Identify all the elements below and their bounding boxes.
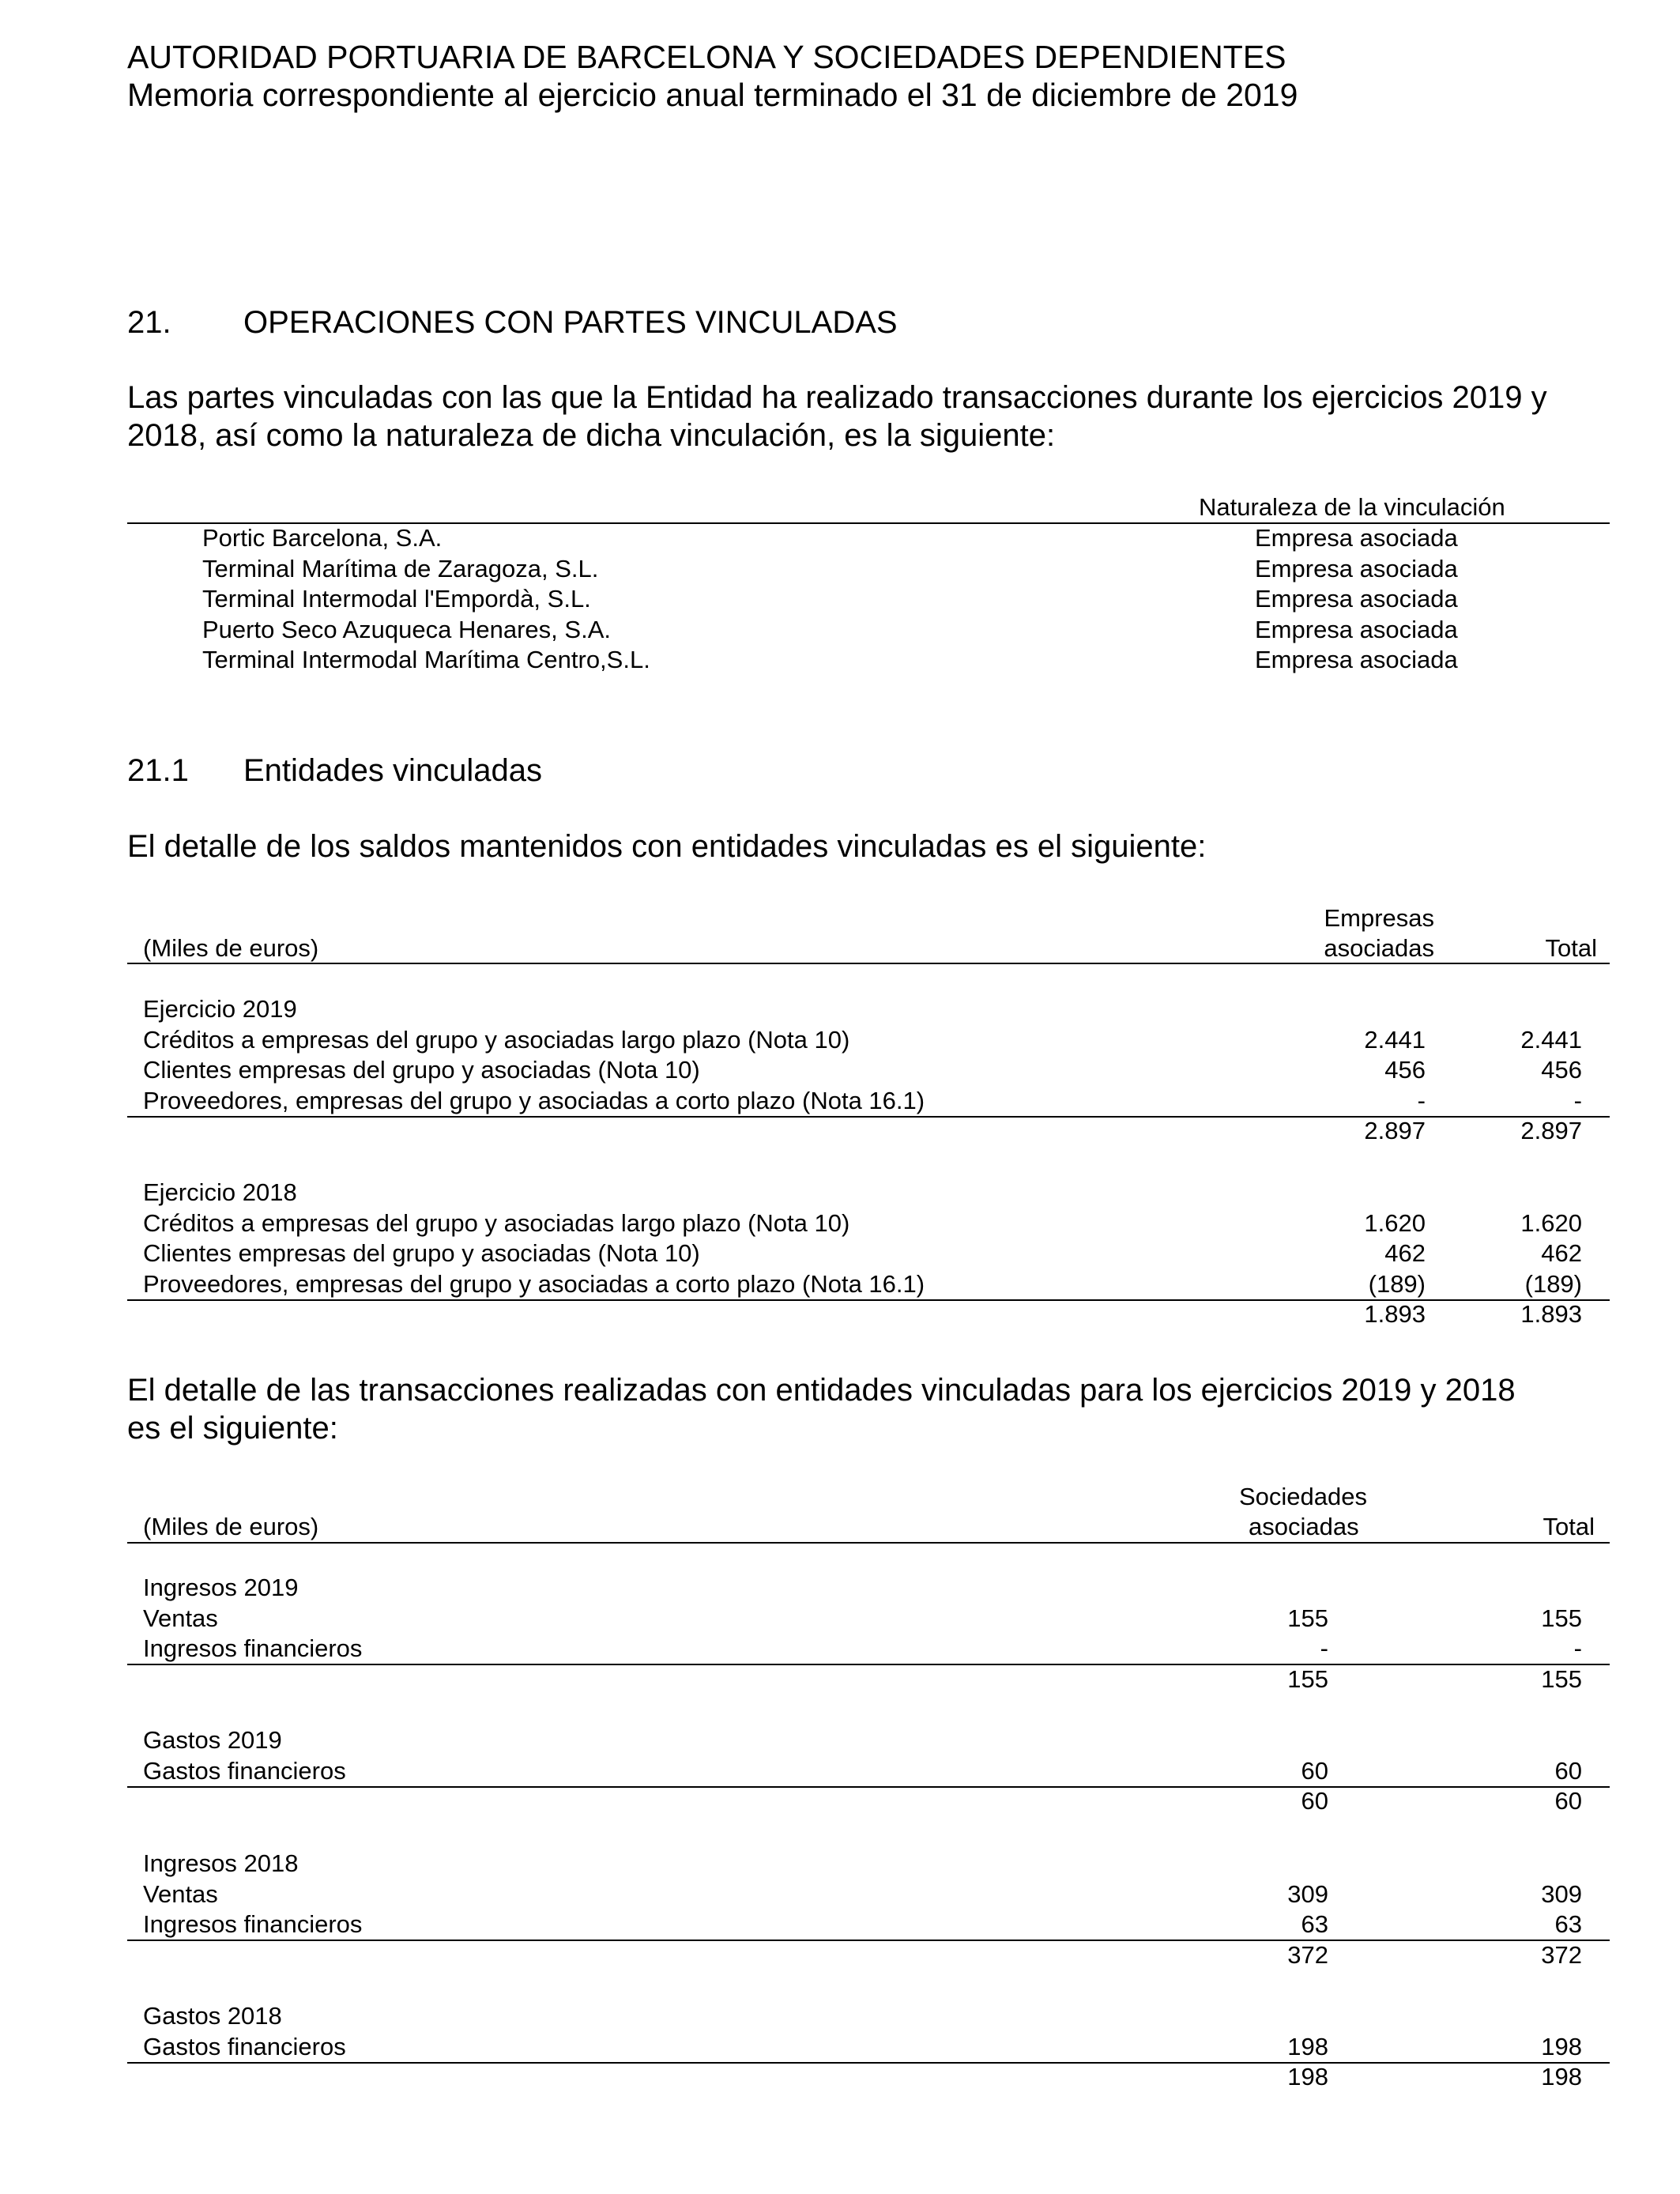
transactions-group-title: Gastos 2019 [143, 1726, 282, 1754]
party-name: Puerto Seco Azuqueca Henares, S.A. [202, 615, 611, 643]
balances-row-value-total: - [1573, 1086, 1582, 1114]
document-header-subtitle: Memoria correspondiente al ejercicio anual terminado el 31 de diciembre de 2019 [127, 77, 1298, 113]
transactions-subtotal-rule [127, 2062, 1610, 2064]
transactions-row-value-total: 60 [1554, 1756, 1582, 1785]
balances-subtotal-total: 2.897 [1520, 1117, 1582, 1144]
transactions-subtotal-total: 372 [1541, 1940, 1582, 1969]
document-header-title: AUTORIDAD PORTUARIA DE BARCELONA Y SOCIEDADES DEPENDIENTES [127, 39, 1286, 75]
party-name: Terminal Intermodal Marítima Centro,S.L. [202, 646, 650, 673]
party-nature: Empresa asociada [1255, 524, 1458, 552]
balances-row-label: Proveedores, empresas del grupo y asociadas a corto plazo (Nota 16.1) [143, 1086, 925, 1114]
transactions-subtotal-associates: 372 [1287, 1940, 1328, 1969]
transactions-group-title: Ingresos 2018 [143, 1849, 299, 1877]
party-nature: Empresa asociada [1255, 615, 1458, 643]
transactions-col2-header: Total [1543, 1513, 1595, 1540]
balances-col1-header-line2: asociadas [1324, 934, 1434, 962]
balances-subtotal-associates: 2.897 [1364, 1117, 1426, 1144]
transactions-row-value-associates: 198 [1287, 2032, 1328, 2060]
transactions-group-title: Ingresos 2019 [143, 1574, 299, 1601]
balances-subtotal-associates: 1.893 [1364, 1300, 1426, 1328]
balances-unit-label: (Miles de euros) [143, 934, 319, 962]
balances-row-label: Créditos a empresas del grupo y asociadas largo plazo (Nota 10) [143, 1208, 850, 1237]
transactions-row-label: Ventas [143, 1604, 218, 1632]
party-name: Terminal Intermodal l'Empordà, S.L. [202, 585, 591, 613]
transactions-row-label: Gastos financieros [143, 2032, 346, 2060]
balances-row-label: Clientes empresas del grupo y asociadas (Nota 10) [143, 1239, 700, 1267]
transactions-intro-line-1: El detalle de las transacciones realizadas con entidades vinculadas para los ejercicios 2019 y 2018 [127, 1373, 1516, 1408]
transactions-subtotal-associates: 198 [1287, 2063, 1328, 2090]
balances-subtotal-total: 1.893 [1520, 1300, 1582, 1328]
balances-row-value-total: 2.441 [1520, 1025, 1582, 1054]
balances-group-title: Ejercicio 2019 [143, 995, 297, 1023]
transactions-row-label: Ingresos financieros [143, 1634, 363, 1662]
balances-row-value-total: (189) [1524, 1269, 1582, 1298]
balances-intro: El detalle de los saldos mantenidos con entidades vinculadas es el siguiente: [127, 829, 1207, 864]
balances-row-value-associates: 1.620 [1364, 1208, 1426, 1237]
transactions-row-value-total: 198 [1541, 2032, 1582, 2060]
transactions-row-label: Ingresos financieros [143, 1910, 363, 1938]
transactions-header-rule [127, 1542, 1610, 1544]
transactions-group-title: Gastos 2018 [143, 2002, 282, 2030]
transactions-row-value-associates: 63 [1301, 1910, 1328, 1938]
party-name: Terminal Marítima de Zaragoza, S.L. [202, 554, 599, 582]
subsection-number: 21.1 [127, 753, 189, 788]
balances-row-value-total: 456 [1541, 1056, 1582, 1084]
balances-header-rule [127, 963, 1610, 964]
balances-row-label: Proveedores, empresas del grupo y asociadas a corto plazo (Nota 16.1) [143, 1269, 925, 1298]
section-intro-line-1: Las partes vinculadas con las que la Entidad ha realizado transacciones durante los ejercicios 2019 y [127, 380, 1547, 415]
party-nature: Empresa asociada [1255, 646, 1458, 673]
balances-row-value-total: 1.620 [1520, 1208, 1582, 1237]
section-number: 21. [127, 305, 171, 340]
section-intro-line-2: 2018, así como la naturaleza de dicha vinculación, es la siguiente: [127, 418, 1056, 453]
transactions-row-value-total: 63 [1554, 1910, 1582, 1938]
transactions-subtotal-total: 155 [1541, 1664, 1582, 1693]
transactions-row-value-associates: 60 [1301, 1756, 1328, 1785]
balances-row-value-associates: 462 [1384, 1239, 1426, 1267]
transactions-subtotal-rule [127, 1786, 1610, 1788]
party-name: Portic Barcelona, S.A. [202, 524, 443, 552]
transactions-col1-header-line1: Sociedades [1239, 1483, 1368, 1510]
balances-row-value-associates: (189) [1368, 1269, 1426, 1298]
transactions-subtotal-associates: 60 [1301, 1787, 1328, 1815]
transactions-col1-header-line2: asociadas [1249, 1513, 1359, 1540]
balances-col1-header-line1: Empresas [1324, 904, 1434, 932]
balances-row-value-associates: 2.441 [1364, 1025, 1426, 1054]
party-nature: Empresa asociada [1255, 585, 1458, 613]
transactions-row-value-total: 309 [1541, 1879, 1582, 1908]
balances-col2-header: Total [1545, 934, 1597, 962]
transactions-intro-line-2: es el siguiente: [127, 1411, 338, 1446]
transactions-row-label: Ventas [143, 1879, 218, 1908]
balances-row-value-associates: - [1417, 1086, 1426, 1114]
transactions-row-label: Gastos financieros [143, 1756, 346, 1785]
balances-row-label: Créditos a empresas del grupo y asociadas largo plazo (Nota 10) [143, 1025, 850, 1054]
transactions-subtotal-associates: 155 [1287, 1664, 1328, 1693]
transactions-row-value-associates: 309 [1287, 1879, 1328, 1908]
transactions-unit-label: (Miles de euros) [143, 1513, 319, 1540]
transactions-subtotal-rule [127, 1940, 1610, 1941]
party-nature: Empresa asociada [1255, 554, 1458, 582]
balances-row-value-total: 462 [1541, 1239, 1582, 1267]
section-title: OPERACIONES CON PARTES VINCULADAS [243, 305, 898, 340]
parties-table-header: Naturaleza de la vinculación [1199, 493, 1505, 521]
balances-row-label: Clientes empresas del grupo y asociadas (Nota 10) [143, 1056, 700, 1084]
balances-row-value-associates: 456 [1384, 1056, 1426, 1084]
transactions-subtotal-total: 60 [1554, 1787, 1582, 1815]
subsection-title: Entidades vinculadas [243, 753, 543, 788]
transactions-row-value-total: 155 [1541, 1604, 1582, 1632]
transactions-row-value-associates: - [1320, 1634, 1328, 1662]
balances-group-title: Ejercicio 2018 [143, 1178, 297, 1206]
transactions-subtotal-rule [127, 1664, 1610, 1665]
transactions-subtotal-total: 198 [1541, 2063, 1582, 2090]
transactions-row-value-associates: 155 [1287, 1604, 1328, 1632]
transactions-row-value-total: - [1573, 1634, 1582, 1662]
